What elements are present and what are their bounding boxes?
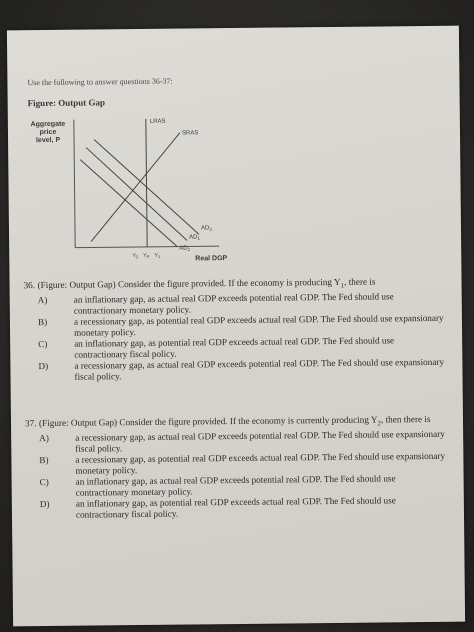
ad2-curve bbox=[80, 159, 177, 248]
lras-label: LRAS bbox=[149, 118, 166, 125]
answer-option-c[interactable]: C) an inflationary gap, as potential real GDP exceeds actual real GDP. The Fed should use contractionary fiscal policy. bbox=[38, 335, 395, 360]
question-36 bbox=[24, 276, 445, 383]
y-axis-label bbox=[31, 121, 66, 144]
y-axis bbox=[74, 120, 75, 248]
answer-option-b[interactable]: B) a recessionary gap, as potential real GDP exceeds actual real GDP. The Fed should use expansionary monetary policy. bbox=[39, 450, 446, 476]
x-tick-yp: $Y_P$ bbox=[143, 252, 150, 260]
instructions-text: Use the following to answer questions 36-37: bbox=[27, 76, 173, 88]
answer-option-d[interactable]: D) an inflationary gap, as potential real GDP exceeds actual real GDP. The Fed should use contractionary fiscal policy. bbox=[39, 495, 396, 520]
answer-option-c[interactable]: C) an inflationary gap, as actual real GDP exceeds potential real GDP. The Fed should use contractionary monetary policy. bbox=[39, 473, 396, 498]
x-tick-y2: $Y_2$ bbox=[132, 253, 139, 260]
y-axis-label-line: Aggregate bbox=[30, 120, 66, 129]
sras-curve bbox=[90, 133, 181, 242]
output-gap-graph bbox=[28, 112, 230, 264]
answer-option-a[interactable]: A) an inflationary gap, as actual real GDP exceeds potential real GDP. The Fed should use contractionary monetary policy. bbox=[37, 291, 394, 316]
x-axis-label: Real DGP bbox=[195, 255, 228, 263]
ad3-label: $AD_3$ bbox=[200, 225, 212, 232]
question-37 bbox=[25, 414, 446, 521]
y-axis-label-line: level, P bbox=[35, 136, 61, 145]
ad2-label: $AD_2$ bbox=[179, 245, 191, 253]
ad1-label: $AD_1$ bbox=[189, 234, 200, 241]
x-tick-y1: $Y_1$ bbox=[154, 252, 161, 260]
answer-option-b[interactable]: B) a recessionary gap, as potential real GDP exceeds actual real GDP. The Fed should use expansionary monetary policy. bbox=[37, 312, 444, 338]
y-axis-label-line: price bbox=[39, 128, 57, 137]
sras-label: SRAS bbox=[181, 130, 199, 137]
figure-title: Figure: Output Gap bbox=[27, 97, 106, 109]
question-stem: 37. (Figure: Output Gap) Consider the figure provided. If the economy is currently producing $Y_2$, then there is bbox=[24, 413, 431, 429]
answer-option-a[interactable]: A) a recessionary gap, as actual real GDP exceeds potential real GDP. The Fed should use expansionary fiscal policy. bbox=[39, 428, 445, 454]
question-stem: 36. (Figure: Output Gap) Consider the figure provided. If the economy is producing $Y_1$, there is bbox=[23, 276, 376, 291]
lras-curve bbox=[146, 119, 147, 247]
ad1-curve bbox=[86, 147, 187, 242]
answer-option-d[interactable]: D) a recessionary gap, as actual real GDP exceeds potential real GDP. The Fed should use expansionary fiscal policy. bbox=[38, 356, 445, 382]
worksheet-page bbox=[7, 26, 465, 627]
